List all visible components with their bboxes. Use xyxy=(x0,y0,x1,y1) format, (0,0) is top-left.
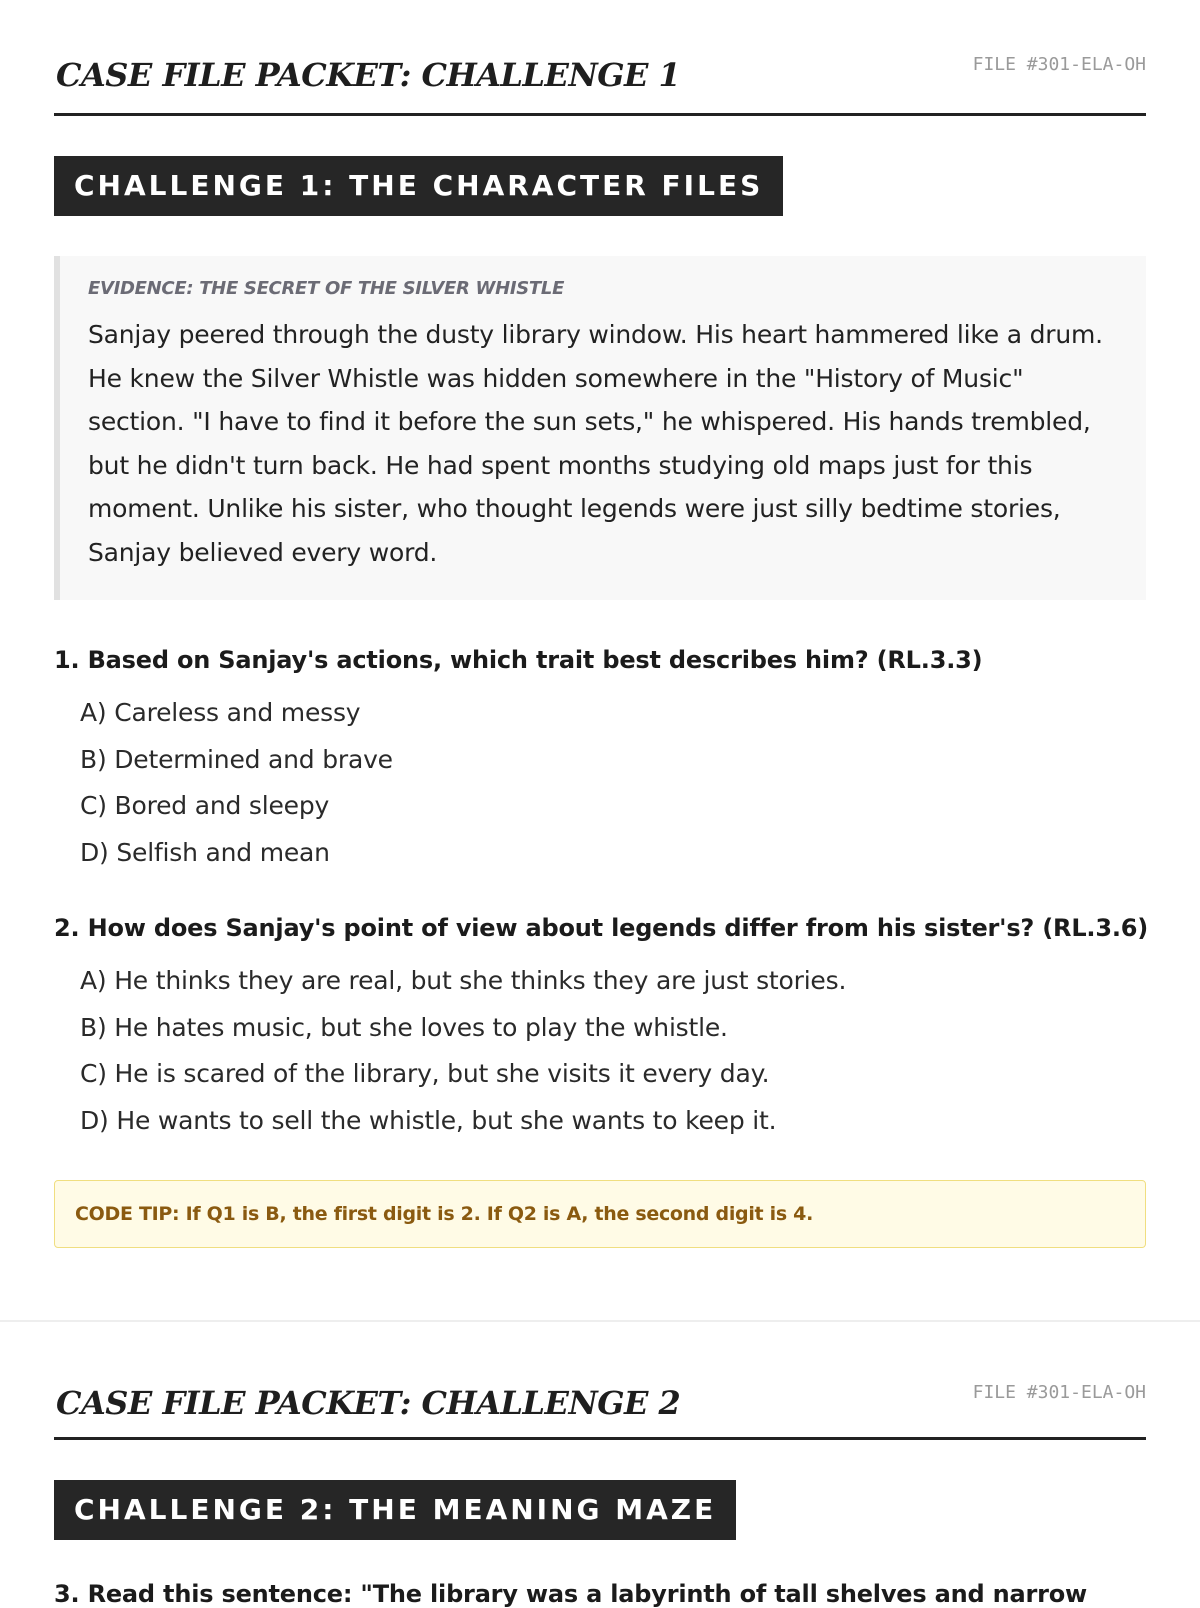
answer-option-c[interactable]: C) Bored and sleepy xyxy=(80,791,330,820)
evidence-label: EVIDENCE: THE SECRET OF THE SILVER WHISTLE xyxy=(88,278,565,299)
answer-option-a[interactable]: A) Careless and messy xyxy=(80,698,361,727)
answer-option-d[interactable]: D) Selfish and mean xyxy=(80,837,330,867)
file-number: FILE #301-ELA-OH xyxy=(972,54,1146,75)
packet-header xyxy=(54,0,1146,116)
code-tip: CODE TIP: If Q1 is B, the first digit is 2. If Q2 is A, the second digit is 4. xyxy=(54,1180,1146,1248)
question-text: 3. Read this sentence: "The library was a labyrinth of tall shelves and narrow xyxy=(54,1580,1088,1608)
question-3 xyxy=(54,1580,1146,1608)
evidence-text: Sanjay peered through the dusty library window. His heart hammered like a drum. He knew the Silver Whistle was hidden somewhere in the "History of Music" section. "I have to find it before the sun sets," he whispered. His hands trembled, but he didn't turn back. He had spent months studying old maps just for this moment. Unlike his sister, who thought legends were just silly bedtime stories, Sanjay believed every word. xyxy=(88,320,1103,567)
challenge-banner: CHALLENGE 1: THE CHARACTER FILES xyxy=(54,156,783,216)
answer-option-b[interactable]: B) Determined and brave xyxy=(80,744,393,774)
file-number: FILE #301-ELA-OH xyxy=(972,1382,1146,1403)
challenge-banner: CHALLENGE 2: THE MEANING MAZE xyxy=(54,1480,736,1540)
question-1 xyxy=(54,646,1146,876)
answer-option-a[interactable]: A) He thinks they are real, but she thinks they are just stories. xyxy=(80,966,847,995)
evidence-box xyxy=(54,256,1146,600)
question-text: 2. How does Sanjay's point of view about legends differ from his sister's? (RL.3.6) xyxy=(54,914,1149,942)
question-2 xyxy=(54,914,1149,1144)
packet-page-2 xyxy=(0,1322,1200,1608)
packet-title: CASE FILE PACKET: CHALLENGE 2 xyxy=(56,1384,681,1422)
packet-title: CASE FILE PACKET: CHALLENGE 1 xyxy=(56,56,681,94)
packet-header xyxy=(54,1322,1146,1440)
answer-options xyxy=(54,690,1146,876)
answer-option-c[interactable]: C) He is scared of the library, but she visits it every day. xyxy=(80,1059,770,1088)
answer-option-d[interactable]: D) He wants to sell the whistle, but she wants to keep it. xyxy=(80,1105,777,1135)
question-text: 1. Based on Sanjay's actions, which trait best describes him? (RL.3.3) xyxy=(54,646,983,674)
answer-option-b[interactable]: B) He hates music, but she loves to play the whistle. xyxy=(80,1012,728,1042)
answer-options xyxy=(54,958,1146,1144)
